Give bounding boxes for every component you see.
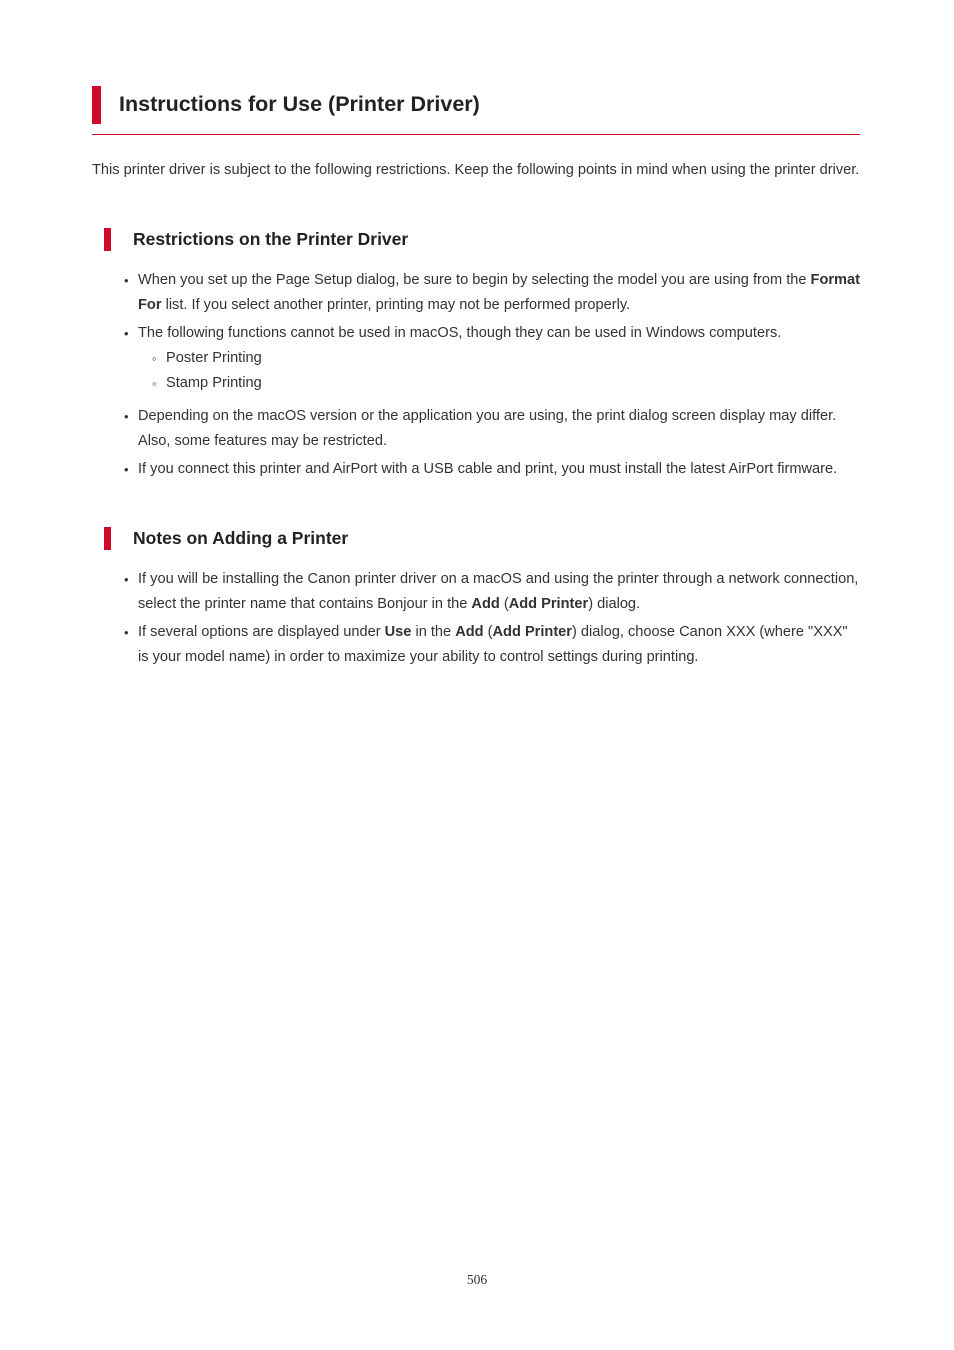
section-heading: Restrictions on the Printer Driver — [133, 229, 409, 249]
list-item-text: When you set up the Page Setup dialog, be sure to begin by selecting the model you are using from the Format For list. If you select another printer, printing may not be performed properly. — [138, 272, 861, 313]
list-item — [124, 268, 860, 318]
list-item — [124, 457, 860, 482]
section-heading-block — [104, 527, 860, 550]
section-restrictions — [104, 228, 860, 482]
list-item — [124, 404, 860, 454]
bullet-marker: • — [124, 326, 129, 341]
bullet-marker: • — [124, 409, 129, 424]
sub-list-item-text: Stamp Printing — [166, 375, 262, 391]
list-item-text: If you will be installing the Canon printer driver on a macOS and using the printer through a network connection, select the printer name that contains Bonjour in the Add (Add Printer) dialog. — [138, 571, 859, 612]
list-item-text: If you connect this printer and AirPort with a USB cable and print, you must install the latest AirPort firmware. — [138, 461, 838, 477]
page-title: Instructions for Use (Printer Driver) — [119, 92, 480, 116]
sub-bullet-marker: ◦ — [152, 351, 157, 366]
bullet-marker: • — [124, 572, 129, 587]
bullet-list — [124, 567, 860, 670]
list-item — [124, 620, 860, 670]
page-number: 506 — [466, 1272, 488, 1287]
list-item — [124, 321, 860, 396]
bullet-list — [124, 268, 860, 482]
section-notes-adding-printer — [104, 527, 860, 670]
bullet-marker: • — [124, 625, 129, 640]
section-heading-block — [104, 228, 860, 251]
section-heading: Notes on Adding a Printer — [133, 528, 349, 548]
list-item-text: The following functions cannot be used in macOS, though they can be used in Windows computers. — [138, 325, 782, 341]
page-title-block — [92, 86, 860, 135]
title-accent-bar — [92, 86, 101, 124]
bullet-marker: • — [124, 273, 129, 288]
sub-list-item — [152, 371, 860, 396]
list-item-text: If several options are displayed under Use in the Add (Add Printer) dialog, choose Canon XXX (where "XXX" is your model name) in order to maximize your ability to control settings during printing. — [138, 624, 848, 665]
sub-list-item-text: Poster Printing — [166, 350, 262, 366]
list-item — [124, 567, 860, 617]
sub-bullet-marker: ◦ — [152, 376, 157, 391]
sub-bullet-list — [152, 346, 860, 396]
sub-list-item — [152, 346, 860, 371]
section-accent-bar — [104, 228, 111, 251]
bullet-marker: • — [124, 462, 129, 477]
list-item-text: Depending on the macOS version or the application you are using, the print dialog screen display may differ. Also, some features may be restricted. — [138, 408, 837, 449]
intro-paragraph: This printer driver is subject to the following restrictions. Keep the following points in mind when using the printer driver. — [92, 162, 860, 178]
section-accent-bar — [104, 527, 111, 550]
